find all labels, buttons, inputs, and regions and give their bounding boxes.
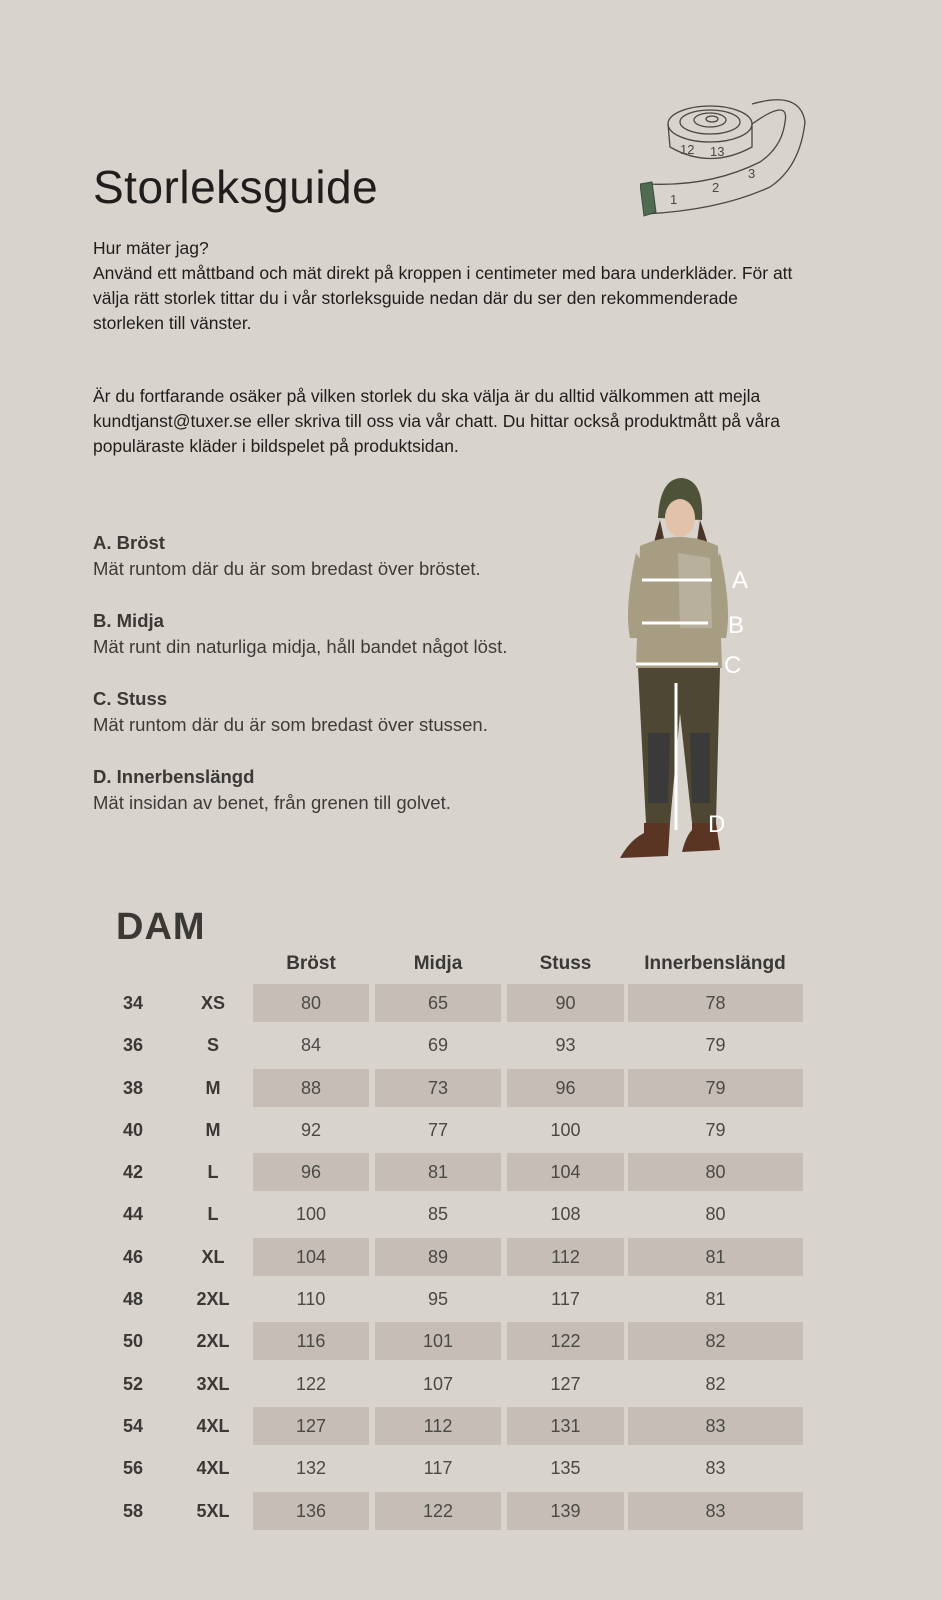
waist-cell: 117 xyxy=(423,1458,453,1479)
eu-size-cell: 48 xyxy=(122,1289,144,1310)
letter-size-cell: 5XL xyxy=(196,1500,230,1521)
letter-size-cell: M xyxy=(205,1119,221,1140)
chest-cell: 80 xyxy=(253,984,369,1022)
measuring-tape-icon xyxy=(640,92,810,232)
intro-paragraph-2: Är du fortfarande osäker på vilken storlek du ska välja är du alltid välkommen att mejla kundtjanst@tuxer.se eller skriva till oss via vår chatt. Du hittar också produktmått på våra populäraste kläder i bildspelet på produktsidan. xyxy=(93,386,780,456)
hip-cell: 127 xyxy=(550,1373,581,1394)
hip-cell: 117 xyxy=(551,1289,580,1310)
table-row xyxy=(0,1322,942,1364)
inseam-cell: 78 xyxy=(628,984,803,1022)
figure-label-d: D xyxy=(708,811,726,838)
hip-cell: 90 xyxy=(507,984,624,1022)
eu-size-cell: 44 xyxy=(122,1204,144,1225)
measure-title: B. Midja xyxy=(93,610,164,631)
hip-cell: 100 xyxy=(550,1119,581,1140)
eu-size-cell: 36 xyxy=(122,1035,144,1056)
waist-cell: 112 xyxy=(375,1407,501,1445)
tape-number-1: 1 xyxy=(670,192,678,207)
tape-number-3: 3 xyxy=(748,166,756,181)
size-table xyxy=(0,984,942,1534)
waist-cell: 89 xyxy=(375,1238,501,1276)
eu-size-cell: 58 xyxy=(122,1500,144,1521)
eu-size-cell: 50 xyxy=(122,1331,144,1352)
chest-cell: 96 xyxy=(253,1153,369,1191)
measure-hip xyxy=(93,686,613,738)
eu-size-cell: 34 xyxy=(122,993,144,1013)
hip-cell: 131 xyxy=(507,1407,624,1445)
tape-number-12: 12 xyxy=(680,142,695,157)
chest-cell: 122 xyxy=(295,1373,327,1394)
table-title: DAM xyxy=(116,906,206,948)
hip-cell: 104 xyxy=(507,1153,624,1191)
table-row xyxy=(0,984,942,1026)
table-row xyxy=(0,1195,942,1237)
table-row xyxy=(0,1026,942,1068)
hip-cell: 93 xyxy=(555,1035,576,1056)
chest-cell: 132 xyxy=(295,1458,327,1479)
inseam-cell: 80 xyxy=(628,1153,803,1191)
chest-cell: 116 xyxy=(253,1322,369,1360)
table-row xyxy=(0,1449,942,1491)
hip-cell: 96 xyxy=(507,1069,624,1107)
measure-title: A. Bröst xyxy=(93,532,165,553)
chest-cell: 88 xyxy=(253,1069,369,1107)
letter-size-cell: L xyxy=(207,1204,219,1225)
table-row xyxy=(0,1111,942,1153)
letter-size-cell: XL xyxy=(201,1246,225,1267)
letter-size-cell: 2XL xyxy=(196,1331,230,1352)
table-row xyxy=(0,1492,942,1534)
model-figure xyxy=(620,478,790,878)
letter-size-cell: 3XL xyxy=(196,1373,230,1394)
letter-size-cell: L xyxy=(207,1162,219,1183)
letter-size-cell: 4XL xyxy=(196,1415,230,1436)
waist-cell: 101 xyxy=(375,1322,501,1360)
hip-cell: 122 xyxy=(507,1322,624,1360)
measure-waist xyxy=(93,608,613,660)
page-title: Storleksguide xyxy=(93,161,379,213)
column-header-hip: Stuss xyxy=(539,953,592,974)
eu-size-cell: 56 xyxy=(122,1458,144,1479)
figure-label-a: A xyxy=(732,567,749,594)
figure-label-c: C xyxy=(724,652,742,679)
waist-cell: 77 xyxy=(427,1119,449,1140)
chest-cell: 127 xyxy=(253,1407,369,1445)
chest-cell: 84 xyxy=(300,1035,322,1056)
hip-cell: 139 xyxy=(507,1492,624,1530)
chest-cell: 110 xyxy=(296,1289,326,1310)
inseam-cell: 83 xyxy=(705,1458,726,1479)
eu-size-cell: 42 xyxy=(122,1162,144,1183)
inseam-cell: 81 xyxy=(705,1289,726,1310)
waist-cell: 73 xyxy=(375,1069,501,1107)
waist-cell: 122 xyxy=(375,1492,501,1530)
inseam-cell: 79 xyxy=(705,1119,726,1140)
tape-number-2: 2 xyxy=(712,180,720,195)
eu-size-cell: 40 xyxy=(122,1119,144,1140)
inseam-cell: 82 xyxy=(628,1322,803,1360)
hip-cell: 108 xyxy=(550,1204,581,1225)
measure-inseam xyxy=(93,764,613,816)
waist-cell: 107 xyxy=(422,1373,454,1394)
hip-cell: 135 xyxy=(550,1458,581,1479)
inseam-cell: 83 xyxy=(628,1407,803,1445)
intro-text xyxy=(93,236,813,459)
tape-number-13: 13 xyxy=(710,144,725,159)
inseam-cell: 79 xyxy=(628,1069,803,1107)
inseam-cell: 83 xyxy=(628,1492,803,1530)
waist-cell: 95 xyxy=(427,1289,449,1310)
intro-question: Hur mäter jag? xyxy=(93,238,209,258)
figure-label-b: B xyxy=(728,612,745,639)
chest-cell: 136 xyxy=(253,1492,369,1530)
table-row xyxy=(0,1365,942,1407)
column-header-chest: Bröst xyxy=(286,953,336,974)
letter-size-cell: M xyxy=(205,1077,221,1098)
measure-title: C. Stuss xyxy=(93,688,168,709)
hip-cell: 112 xyxy=(507,1238,624,1276)
letter-size-cell: S xyxy=(206,1035,219,1056)
eu-size-cell: 38 xyxy=(122,1077,144,1098)
chest-cell: 100 xyxy=(295,1204,327,1225)
table-row xyxy=(0,1238,942,1280)
waist-cell: 69 xyxy=(427,1035,449,1056)
measure-description: Mät runtom där du är som bredast över bröstet. xyxy=(93,558,481,579)
intro-paragraph-1: Använd ett måttband och mät direkt på kroppen i centimeter med bara underkläder. För att välja rätt storlek tittar du i vår storleksguide nedan där du ser den rekommenderade storleken till vänster. xyxy=(93,263,793,333)
inseam-cell: 80 xyxy=(705,1204,726,1225)
column-header-inseam: Innerbenslängd xyxy=(644,953,786,974)
table-row xyxy=(0,1153,942,1195)
inseam-cell: 81 xyxy=(628,1238,803,1276)
waist-cell: 85 xyxy=(427,1204,449,1225)
measure-description: Mät runtom där du är som bredast över stussen. xyxy=(93,714,488,735)
column-header-waist: Midja xyxy=(413,953,463,974)
chest-cell: 92 xyxy=(300,1119,322,1140)
measurement-instructions xyxy=(93,530,613,842)
letter-size-cell: 4XL xyxy=(196,1458,230,1479)
table-row xyxy=(0,1069,942,1111)
letter-size-cell: 2XL xyxy=(196,1289,230,1310)
measure-chest xyxy=(93,530,613,582)
letter-size-cell: XS xyxy=(200,993,225,1013)
table-row xyxy=(0,1280,942,1322)
inseam-cell: 79 xyxy=(705,1035,726,1056)
measure-title: D. Innerbenslängd xyxy=(93,766,255,787)
waist-cell: 81 xyxy=(375,1153,501,1191)
measure-description: Mät insidan av benet, från grenen till golvet. xyxy=(93,792,451,813)
table-row xyxy=(0,1407,942,1449)
chest-cell: 104 xyxy=(253,1238,369,1276)
waist-cell: 65 xyxy=(375,984,501,1022)
measure-description: Mät runt din naturliga midja, håll bandet något löst. xyxy=(93,636,508,657)
eu-size-cell: 46 xyxy=(122,1246,144,1267)
eu-size-cell: 52 xyxy=(122,1373,144,1394)
inseam-cell: 82 xyxy=(705,1373,726,1394)
eu-size-cell: 54 xyxy=(122,1415,144,1436)
